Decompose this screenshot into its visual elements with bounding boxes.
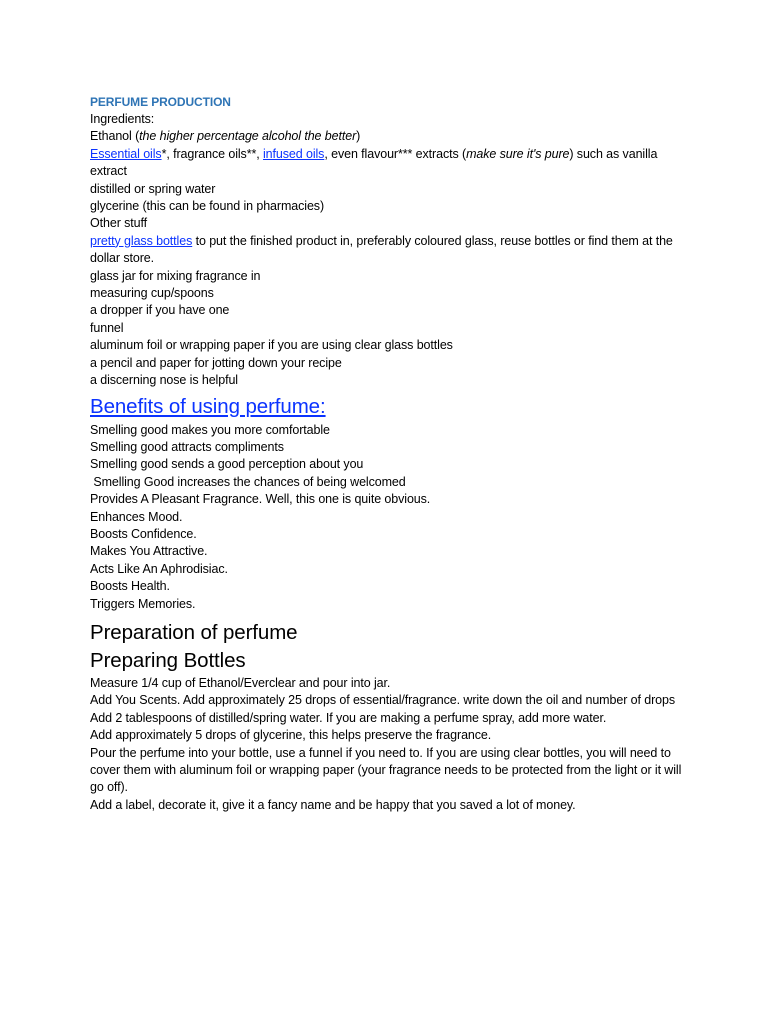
- other-stuff-label: Other stuff: [90, 216, 148, 231]
- bottles-text: to put the finished product in, preferably coloured glass, reuse bottles or find them at the dollar store.: [90, 233, 673, 266]
- ingredients-label: Ingredients:: [90, 112, 155, 126]
- step-item: Pour the perfume into your bottle, use a funnel if you need to. If you are using clear bottles, you will need to cover them with aluminum foil or wrapping paper (your fragrance needs to be protected from the light or it will go off).: [90, 745, 682, 795]
- benefit-item: Boosts Health.: [90, 579, 170, 594]
- step-item: Measure 1/4 cup of Ethanol/Everclear and pour into jar.: [90, 675, 391, 690]
- oils-text-3: ) such as vanilla extract: [90, 146, 658, 179]
- benefits-list: [90, 422, 690, 613]
- glass-bottles-link[interactable]: pretty glass bottles: [90, 233, 193, 248]
- supply-item: a discerning nose is helpful: [90, 373, 238, 388]
- benefit-item: Smelling good attracts compliments: [90, 439, 284, 454]
- water-line: distilled or spring water: [90, 181, 216, 196]
- glycerine-line: glycerine (this can be found in pharmacies): [90, 199, 325, 214]
- ethanol-note: the higher percentage alcohol the better: [139, 129, 357, 144]
- oils-text-1: *, fragrance oils**,: [161, 146, 263, 161]
- benefit-item: Enhances Mood.: [90, 509, 183, 524]
- benefit-item: Smelling good sends a good perception about you: [90, 457, 364, 472]
- benefit-item: Makes You Attractive.: [90, 544, 208, 559]
- ethanol-prefix: Ethanol (: [90, 129, 140, 144]
- oils-text-2: , even flavour*** extracts (: [324, 146, 467, 161]
- benefits-heading: Benefits of using perfume:: [90, 394, 326, 418]
- document-title: PERFUME PRODUCTION: [90, 95, 231, 109]
- ethanol-suffix: ): [356, 129, 361, 144]
- benefit-item: Provides A Pleasant Fragrance. Well, this one is quite obvious.: [90, 492, 431, 507]
- step-item: Add You Scents. Add approximately 25 drops of essential/fragrance. write down the oil and number of drops: [90, 693, 676, 708]
- step-item: Add approximately 5 drops of glycerine, this helps preserve the fragrance.: [90, 728, 492, 743]
- infused-oils-link[interactable]: infused oils: [263, 146, 325, 161]
- steps-list: [90, 675, 690, 814]
- supplies-list: [90, 268, 690, 390]
- supply-item: aluminum foil or wrapping paper if you are using clear glass bottles: [90, 338, 453, 353]
- preparing-bottles-heading: Preparing Bottles: [90, 648, 246, 672]
- benefit-item: Smelling Good increases the chances of being welcomed: [90, 474, 406, 489]
- essential-oils-link[interactable]: Essential oils: [90, 146, 162, 161]
- benefit-item: Triggers Memories.: [90, 596, 196, 611]
- preparation-heading: Preparation of perfume: [90, 620, 298, 644]
- step-item: Add 2 tablespoons of distilled/spring water. If you are making a perfume spray, add more water.: [90, 710, 607, 725]
- supply-item: funnel: [90, 320, 124, 335]
- supply-item: a pencil and paper for jotting down your recipe: [90, 355, 342, 370]
- ethanol-line: [90, 128, 690, 145]
- supply-item: measuring cup/spoons: [90, 286, 214, 301]
- step-item: Add a label, decorate it, give it a fancy name and be happy that you saved a lot of money.: [90, 797, 576, 812]
- supply-item: a dropper if you have one: [90, 303, 230, 318]
- oils-italic-note: make sure it's pure: [466, 146, 570, 161]
- bottles-line: [90, 233, 690, 268]
- supply-item: glass jar for mixing fragrance in: [90, 268, 261, 283]
- oils-line: [90, 146, 690, 181]
- benefit-item: Acts Like An Aphrodisiac.: [90, 561, 228, 576]
- benefit-item: Smelling good makes you more comfortable: [90, 422, 330, 437]
- benefit-item: Boosts Confidence.: [90, 526, 197, 541]
- document-page: [90, 94, 690, 814]
